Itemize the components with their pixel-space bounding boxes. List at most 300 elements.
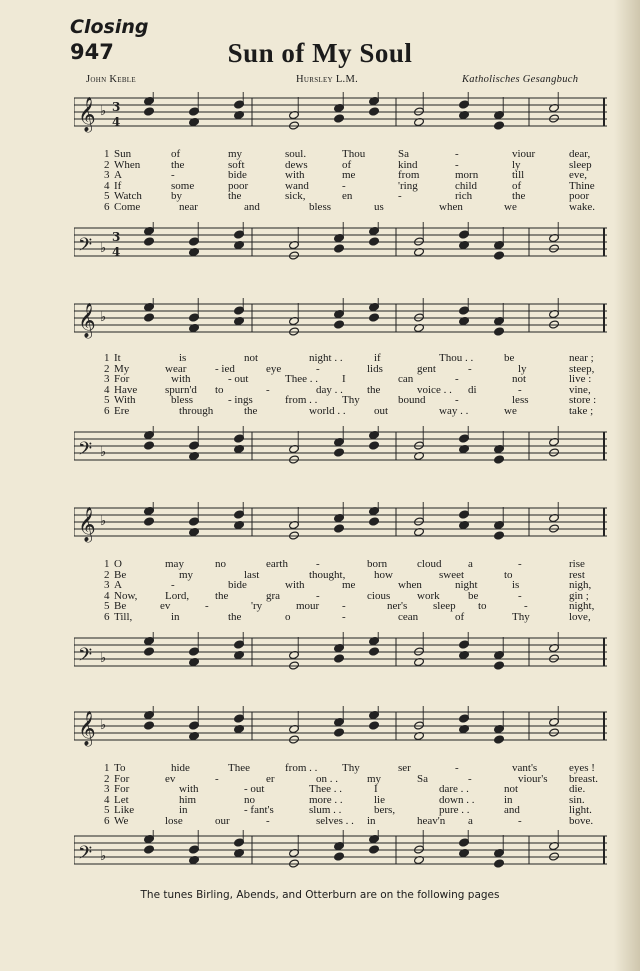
lyric-word: -: [266, 814, 270, 827]
note-head: [144, 721, 155, 730]
lyric-word: With: [114, 394, 136, 406]
lyric-word: by: [171, 190, 182, 202]
lyric-word: the: [171, 158, 185, 171]
bass-clef: 𝄢: [78, 439, 93, 464]
lyric-word: en: [342, 190, 353, 202]
verse-number: 3: [104, 169, 110, 181]
lyric-word: our: [215, 814, 230, 827]
lyric-word: vine,: [569, 383, 591, 396]
lyric-word: hide: [171, 762, 190, 774]
verse-line: [74, 160, 607, 171]
lyric-word: -: [455, 762, 459, 774]
note-head: [289, 531, 300, 540]
lyric-word: -: [205, 600, 209, 612]
note-head: [334, 654, 345, 663]
lyric-word: -: [266, 383, 270, 396]
note-head: [334, 114, 345, 123]
note-head: [369, 107, 380, 116]
verse-line: [74, 816, 607, 827]
lyric-word: the: [215, 589, 229, 602]
treble-clef: 𝄞: [78, 97, 96, 132]
note-head: [494, 121, 505, 130]
treble-staff: [74, 92, 607, 142]
lyric-word: live :: [569, 373, 592, 385]
lyric-word: To: [114, 762, 126, 774]
note-head: [549, 524, 560, 533]
verse-number: 6: [104, 200, 110, 213]
lyric-word: Watch: [114, 190, 142, 202]
music-system-1: [74, 92, 607, 272]
lyric-word: a: [468, 814, 473, 827]
verse-number: 5: [104, 190, 110, 202]
lyric-word: the: [228, 190, 242, 202]
lyric-word: be: [504, 352, 515, 364]
note-head: [494, 661, 505, 670]
lyric-word: a: [468, 558, 473, 570]
lyric-word: wand: [285, 179, 309, 192]
treble-staff: [74, 502, 607, 552]
lyric-word: bers,: [374, 804, 396, 816]
section-label: Closing: [70, 16, 149, 38]
footer-note: The tunes Birling, Abends, and Otterburn are on the following pages: [140, 889, 500, 901]
lyric-word: not: [244, 352, 259, 364]
lyric-word: bove.: [569, 814, 594, 827]
bass-staff: [74, 632, 607, 682]
music-system-4: [74, 706, 607, 880]
lyric-word: -: [455, 148, 459, 160]
lyric-word: ev: [165, 772, 176, 785]
verse-number: 4: [104, 793, 110, 806]
verse-line: [74, 149, 607, 160]
tune-credit: Hursley L.M.: [296, 74, 359, 85]
lyric-word: be: [468, 589, 479, 602]
lyric-word: may: [165, 558, 184, 570]
lyric-word: A: [114, 579, 122, 591]
note-head: [494, 251, 505, 260]
lyric-word: if: [374, 352, 381, 364]
lyric-word: -: [518, 814, 522, 827]
verse-line: [74, 601, 607, 612]
lyric-word: to: [478, 600, 487, 612]
key-signature-flat: ♭: [100, 310, 107, 325]
bass-staff: [74, 426, 607, 476]
verse-number: 1: [104, 762, 110, 774]
lyric-word: is: [179, 352, 187, 364]
lyric-word: o: [285, 610, 291, 623]
lyric-word: gent: [417, 362, 436, 375]
note-head: [369, 441, 380, 450]
lyric-word: store :: [569, 394, 597, 406]
bass-staff: [74, 222, 607, 272]
treble-staff: [74, 706, 607, 756]
lyric-word: with: [171, 373, 191, 385]
lyric-word: bide: [228, 169, 247, 181]
key-signature-flat: ♭: [100, 445, 107, 460]
verse-number: 2: [104, 568, 110, 581]
lyric-word: the: [244, 404, 258, 417]
lyric-word: through: [179, 404, 214, 417]
lyric-word: Thou . .: [439, 352, 474, 364]
verse-line: [74, 612, 607, 623]
verse-line: [74, 570, 607, 581]
lyric-word: soul.: [285, 148, 307, 160]
lyric-word: dear,: [569, 148, 591, 160]
lyric-word: gin ;: [569, 589, 589, 602]
lyric-word: nigh,: [569, 579, 592, 591]
lyric-word: My: [114, 362, 130, 375]
lyric-word: Like: [114, 804, 135, 816]
note-head: [549, 728, 560, 737]
lyric-word: -: [518, 589, 522, 602]
lyric-word: night: [455, 579, 478, 591]
lyric-word: soft: [228, 158, 245, 171]
lyric-word: earth: [266, 558, 288, 570]
lyric-word: -: [455, 373, 459, 385]
lyric-word: sleep: [569, 158, 592, 171]
lyric-word: heav'n: [417, 814, 446, 827]
lyric-word: gra: [266, 589, 281, 602]
lyric-word: -: [171, 169, 175, 181]
lyric-word: us: [374, 200, 384, 213]
key-signature-flat: ♭: [100, 241, 107, 256]
note-head: [549, 654, 560, 663]
lyric-word: with: [285, 579, 305, 591]
lyric-word: how: [374, 568, 393, 581]
lyric-word: Lord,: [165, 589, 190, 602]
note-head: [369, 647, 380, 656]
lyric-word: me: [342, 169, 356, 181]
note-head: [144, 647, 155, 656]
lyric-word: spurn'd: [165, 383, 197, 396]
note-head: [369, 845, 380, 854]
lyric-word: near: [179, 200, 198, 213]
verse-line: [74, 580, 607, 591]
lyric-word: - ings: [228, 394, 253, 406]
lyric-word: Thy: [512, 610, 530, 623]
lyric-word: ev: [160, 600, 171, 612]
lyric-word: die.: [569, 783, 586, 795]
lyric-word: near ;: [569, 352, 594, 364]
note-head: [289, 121, 300, 130]
note-head: [549, 114, 560, 123]
lyric-word: rest: [569, 568, 585, 581]
lyric-word: Now,: [114, 589, 138, 602]
verse-line: [74, 170, 607, 181]
music-system-3: [74, 502, 607, 682]
key-signature-flat: ♭: [100, 849, 107, 864]
lyric-word: world . .: [309, 404, 346, 417]
lyric-word: love,: [569, 610, 591, 623]
bass-clef: 𝄢: [78, 645, 93, 670]
lyric-word: viour's: [518, 772, 548, 785]
lyric-word: with: [285, 169, 305, 181]
lyric-word: from: [398, 169, 420, 181]
lyric-word: night . .: [309, 352, 343, 364]
note-head: [334, 852, 345, 861]
verse-lyrics: [74, 353, 607, 416]
time-signature-top: 3: [112, 230, 121, 244]
lyric-word: voice . .: [417, 383, 452, 396]
note-head: [494, 531, 505, 540]
lyric-word: - ied: [215, 362, 235, 375]
lyric-word: eyes !: [569, 762, 595, 774]
lyric-word: mour: [296, 600, 320, 612]
bass-clef: 𝄢: [78, 235, 93, 260]
lyric-word: ser: [398, 762, 411, 774]
page-edge-shadow: [614, 0, 640, 971]
lyric-word: di: [468, 383, 477, 396]
lyric-word: -: [316, 589, 320, 602]
note-head: [289, 661, 300, 670]
verse-line: [74, 181, 607, 192]
lyric-word: Thy: [342, 394, 360, 406]
verse-number: 6: [104, 404, 110, 417]
note-head: [334, 728, 345, 737]
note-head: [494, 859, 505, 868]
lyric-word: Come: [114, 200, 141, 213]
lyric-word: Ere: [114, 404, 130, 417]
lyric-word: vant's: [512, 762, 538, 774]
verse-line: [74, 763, 607, 774]
verse-number: 1: [104, 148, 110, 160]
lyric-word: O: [114, 558, 122, 570]
lyric-word: kind: [398, 158, 418, 171]
lyric-word: some: [171, 179, 195, 192]
lyric-word: Thee: [228, 762, 250, 774]
lyric-word: If: [114, 179, 122, 192]
lyric-word: poor: [228, 179, 249, 192]
lyric-word: -: [524, 600, 528, 612]
verse-line: [74, 364, 607, 375]
lyric-word: work: [417, 589, 440, 602]
note-head: [289, 251, 300, 260]
lyric-word: ner's: [387, 600, 408, 612]
key-signature-flat: ♭: [100, 651, 107, 666]
lyric-word: I: [342, 373, 346, 385]
lyric-word: morn: [455, 169, 479, 181]
lyric-word: Have: [114, 383, 138, 396]
lyric-word: to: [504, 568, 513, 581]
lyric-word: of: [512, 179, 522, 192]
verse-line: [74, 202, 607, 213]
note-head: [369, 517, 380, 526]
key-signature-flat: ♭: [100, 718, 107, 733]
verse-number: 1: [104, 352, 110, 364]
lyric-word: -: [171, 579, 175, 591]
lyric-word: the: [367, 383, 381, 396]
verse-line: [74, 395, 607, 406]
lyric-word: no: [215, 558, 226, 570]
note-head: [494, 735, 505, 744]
lyric-word: not: [512, 373, 527, 385]
lyric-word: him: [179, 793, 197, 806]
verse-line: [74, 191, 607, 202]
lyric-word: of: [171, 148, 181, 160]
lyric-word: lids: [367, 362, 383, 375]
lyric-word: thought,: [309, 568, 346, 581]
lyric-word: -: [455, 158, 459, 171]
lyric-word: with: [179, 783, 199, 795]
note-head: [289, 327, 300, 336]
lyric-word: we: [504, 404, 517, 417]
note-head: [144, 107, 155, 116]
lyric-word: Sa: [398, 148, 409, 160]
note-head: [494, 327, 505, 336]
verse-number: 4: [104, 179, 110, 192]
note-head: [144, 313, 155, 322]
verse-line: [74, 559, 607, 570]
lyric-word: Sun: [114, 148, 132, 160]
verse-number: 5: [104, 394, 110, 406]
lyric-word: way . .: [439, 404, 469, 417]
lyric-word: -: [468, 362, 472, 375]
note-head: [369, 721, 380, 730]
lyric-word: dews: [285, 158, 308, 171]
lyric-word: It: [114, 352, 121, 364]
lyric-word: light.: [569, 804, 592, 816]
lyric-word: -: [316, 558, 320, 570]
lyric-word: Be: [114, 600, 127, 612]
lyric-word: We: [114, 814, 129, 827]
note-head: [334, 524, 345, 533]
note-head: [289, 859, 300, 868]
lyric-word: - out: [228, 373, 249, 385]
lyric-word: cean: [398, 610, 419, 623]
lyric-word: the: [512, 190, 526, 202]
lyric-word: selves . .: [316, 814, 354, 827]
time-signature-bottom: 4: [112, 245, 121, 259]
note-head: [289, 735, 300, 744]
lyric-word: out: [374, 404, 389, 417]
lyric-word: 'ring: [398, 179, 418, 192]
verse-number: 3: [104, 579, 110, 591]
verse-number: 2: [104, 772, 110, 785]
lyric-word: to: [215, 383, 224, 396]
hymn-title: Sun of My Soul: [227, 38, 413, 68]
lyric-word: from . .: [285, 394, 318, 406]
lyric-word: ly: [512, 158, 521, 171]
time-signature-top: 3: [112, 100, 121, 114]
note-head: [334, 244, 345, 253]
lyric-word: in: [367, 814, 376, 827]
lyric-word: is: [512, 579, 520, 591]
lyric-word: dare . .: [439, 783, 469, 795]
lyric-word: - fant's: [244, 804, 274, 816]
lyric-word: lie: [374, 793, 385, 806]
lyric-word: Let: [114, 793, 129, 806]
lyric-word: my: [179, 568, 194, 581]
lyric-word: till: [512, 169, 525, 181]
lyric-word: wear: [165, 362, 187, 375]
lyric-word: eve,: [569, 169, 588, 181]
lyric-word: breast.: [569, 772, 599, 785]
time-signature-bottom: 4: [112, 115, 121, 129]
verse-number: 6: [104, 814, 110, 827]
lyric-word: night,: [569, 600, 595, 612]
lyric-word: Thee . .: [285, 373, 318, 385]
note-head: [334, 320, 345, 329]
lyric-word: cious: [367, 589, 391, 602]
lyric-word: more . .: [309, 793, 343, 806]
lyric-word: and: [504, 804, 520, 816]
lyric-word: slum . .: [309, 804, 342, 816]
verse-number: 4: [104, 383, 110, 396]
lyric-word: last: [244, 568, 260, 581]
note-head: [334, 448, 345, 457]
lyric-word: Thy: [342, 762, 360, 774]
lyric-word: my: [367, 772, 382, 785]
note-head: [289, 455, 300, 464]
lyric-word: When: [114, 158, 141, 171]
lyric-word: bless: [309, 200, 331, 213]
lyric-word: bless: [171, 394, 193, 406]
note-head: [144, 845, 155, 854]
verse-line: [74, 406, 607, 417]
lyric-word: -: [518, 383, 522, 396]
verse-number: 1: [104, 558, 110, 570]
lyric-word: in: [171, 610, 180, 623]
lyric-word: in: [179, 804, 188, 816]
note-head: [144, 517, 155, 526]
treble-clef: 𝄞: [78, 303, 96, 338]
lyric-word: sick,: [285, 190, 306, 202]
lyric-word: in: [504, 793, 513, 806]
lyric-word: eye: [266, 362, 282, 375]
lyric-word: from . .: [285, 762, 318, 774]
source-credit: Katholisches Gesangbuch: [462, 74, 579, 85]
lyric-word: can: [398, 373, 414, 385]
verse-number: 6: [104, 610, 110, 623]
lyric-word: Thine: [569, 179, 595, 192]
lyric-word: born: [367, 558, 388, 570]
lyric-word: er: [266, 772, 275, 785]
lyric-word: I: [374, 783, 378, 795]
lyric-word: Till,: [114, 610, 133, 623]
lyric-word: no: [244, 793, 255, 806]
note-head: [549, 852, 560, 861]
lyric-word: For: [114, 373, 130, 385]
lyric-word: -: [342, 610, 346, 623]
treble-clef: 𝄞: [78, 507, 96, 542]
verse-number: 3: [104, 373, 110, 385]
note-head: [549, 448, 560, 457]
lyric-word: poor: [569, 190, 590, 202]
lyric-word: when: [398, 579, 422, 591]
verse-line: [74, 784, 607, 795]
treble-clef: 𝄞: [78, 711, 96, 746]
verse-lyrics: [74, 559, 607, 622]
lyric-word: ly: [518, 362, 527, 375]
lyric-word: lose: [165, 814, 183, 827]
verse-number: 5: [104, 600, 110, 612]
lyric-word: child: [455, 179, 477, 192]
lyric-word: the: [228, 610, 242, 623]
verse-line: [74, 353, 607, 364]
hymn-number: 947: [70, 40, 114, 64]
lyric-word: -: [215, 772, 219, 785]
lyric-word: pure . .: [439, 804, 470, 816]
lyric-word: and: [244, 200, 260, 213]
lyric-word: sweet: [439, 568, 465, 581]
lyric-word: -: [518, 558, 522, 570]
lyric-word: bide: [228, 579, 247, 591]
lyric-word: cloud: [417, 558, 442, 570]
lyric-word: less: [512, 394, 529, 406]
lyric-word: -: [455, 394, 459, 406]
lyric-word: sleep: [433, 600, 456, 612]
treble-staff: [74, 298, 607, 348]
note-head: [549, 244, 560, 253]
